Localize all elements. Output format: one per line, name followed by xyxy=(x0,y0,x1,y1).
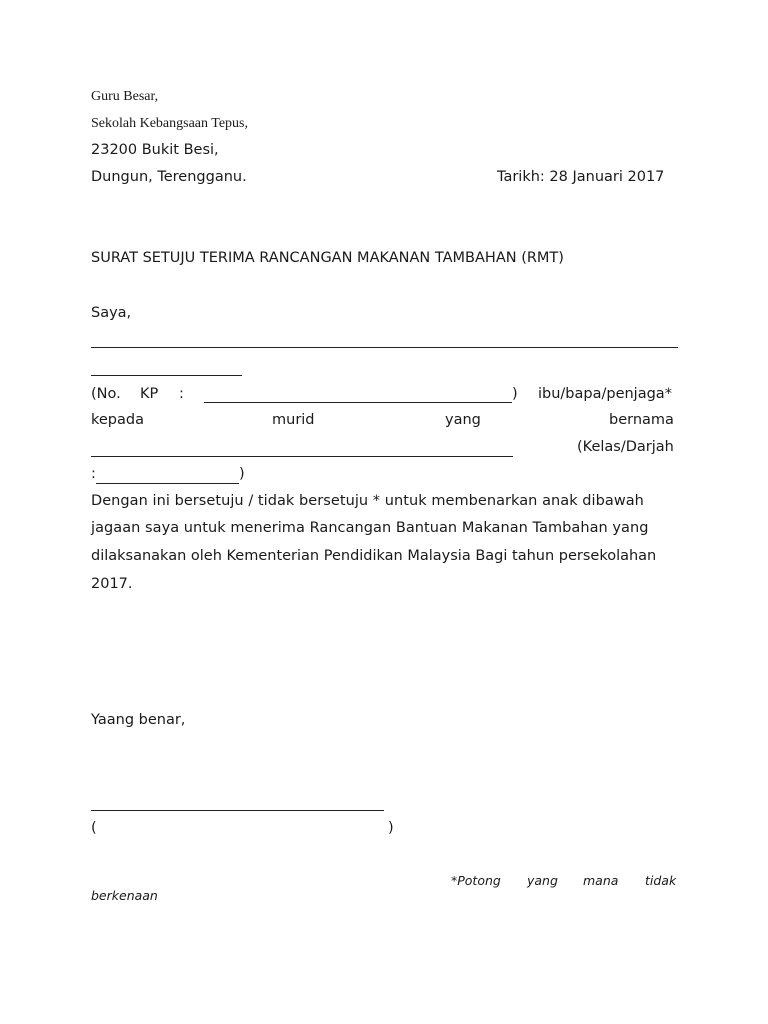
class-blank[interactable] xyxy=(96,483,239,484)
footnote-word-mana: mana xyxy=(583,873,619,888)
body-line-4: 2017. xyxy=(91,576,133,592)
kp-close-paren: ) xyxy=(512,386,518,402)
signature-close-paren: ) xyxy=(388,820,394,836)
no-label: (No. xyxy=(91,386,121,402)
address-line-4: Dungun, Terengganu. xyxy=(91,169,247,185)
word-kepada: kepada xyxy=(91,412,144,428)
kp-colon: : xyxy=(179,386,184,402)
address-line-1: Guru Besar, xyxy=(91,89,159,104)
closing: Yaang benar, xyxy=(91,712,186,728)
signature-line[interactable] xyxy=(91,810,384,811)
letter-title: SURAT SETUJU TERIMA RANCANGAN MAKANAN TAMBAHAN (RMT) xyxy=(91,250,564,266)
letter-date: Tarikh: 28 Januari 2017 xyxy=(497,169,665,185)
body-line-2: jagaan saya untuk menerima Rancangan Bantuan Makanan Tambahan yang xyxy=(91,520,649,536)
guardian-label: ibu/bapa/penjaga* xyxy=(538,386,672,402)
footnote-word-tidak: tidak xyxy=(645,873,677,888)
kelas-colon: : xyxy=(91,466,96,482)
signature-open-paren: ( xyxy=(91,820,97,836)
word-murid: murid xyxy=(272,412,315,428)
body-line-3: dilaksanakan oleh Kementerian Pendidikan Malaysia Bagi tahun persekolahan xyxy=(91,548,657,564)
word-yang: yang xyxy=(445,412,481,428)
address-line-2: Sekolah Kebangsaan Tepus, xyxy=(91,116,249,131)
word-bernama: bernama xyxy=(609,412,674,428)
name-blank-line-continued[interactable] xyxy=(91,375,242,376)
footnote-last-word: berkenaan xyxy=(91,888,158,903)
body-line-1: Dengan ini bersetuju / tidak bersetuju * untuk membenarkan anak dibawah xyxy=(91,493,644,509)
name-blank-line[interactable] xyxy=(91,347,678,348)
kp-label: KP xyxy=(140,386,159,402)
address-line-3: 23200 Bukit Besi, xyxy=(91,142,219,158)
student-name-blank[interactable] xyxy=(91,456,513,457)
ic-number-blank[interactable] xyxy=(204,402,512,403)
kelas-label: (Kelas/Darjah xyxy=(577,439,674,455)
greeting: Saya, xyxy=(91,305,132,321)
kelas-close-paren: ) xyxy=(239,466,245,482)
footnote-word-yang: yang xyxy=(527,873,558,888)
footnote-word-potong: *Potong xyxy=(451,873,501,888)
